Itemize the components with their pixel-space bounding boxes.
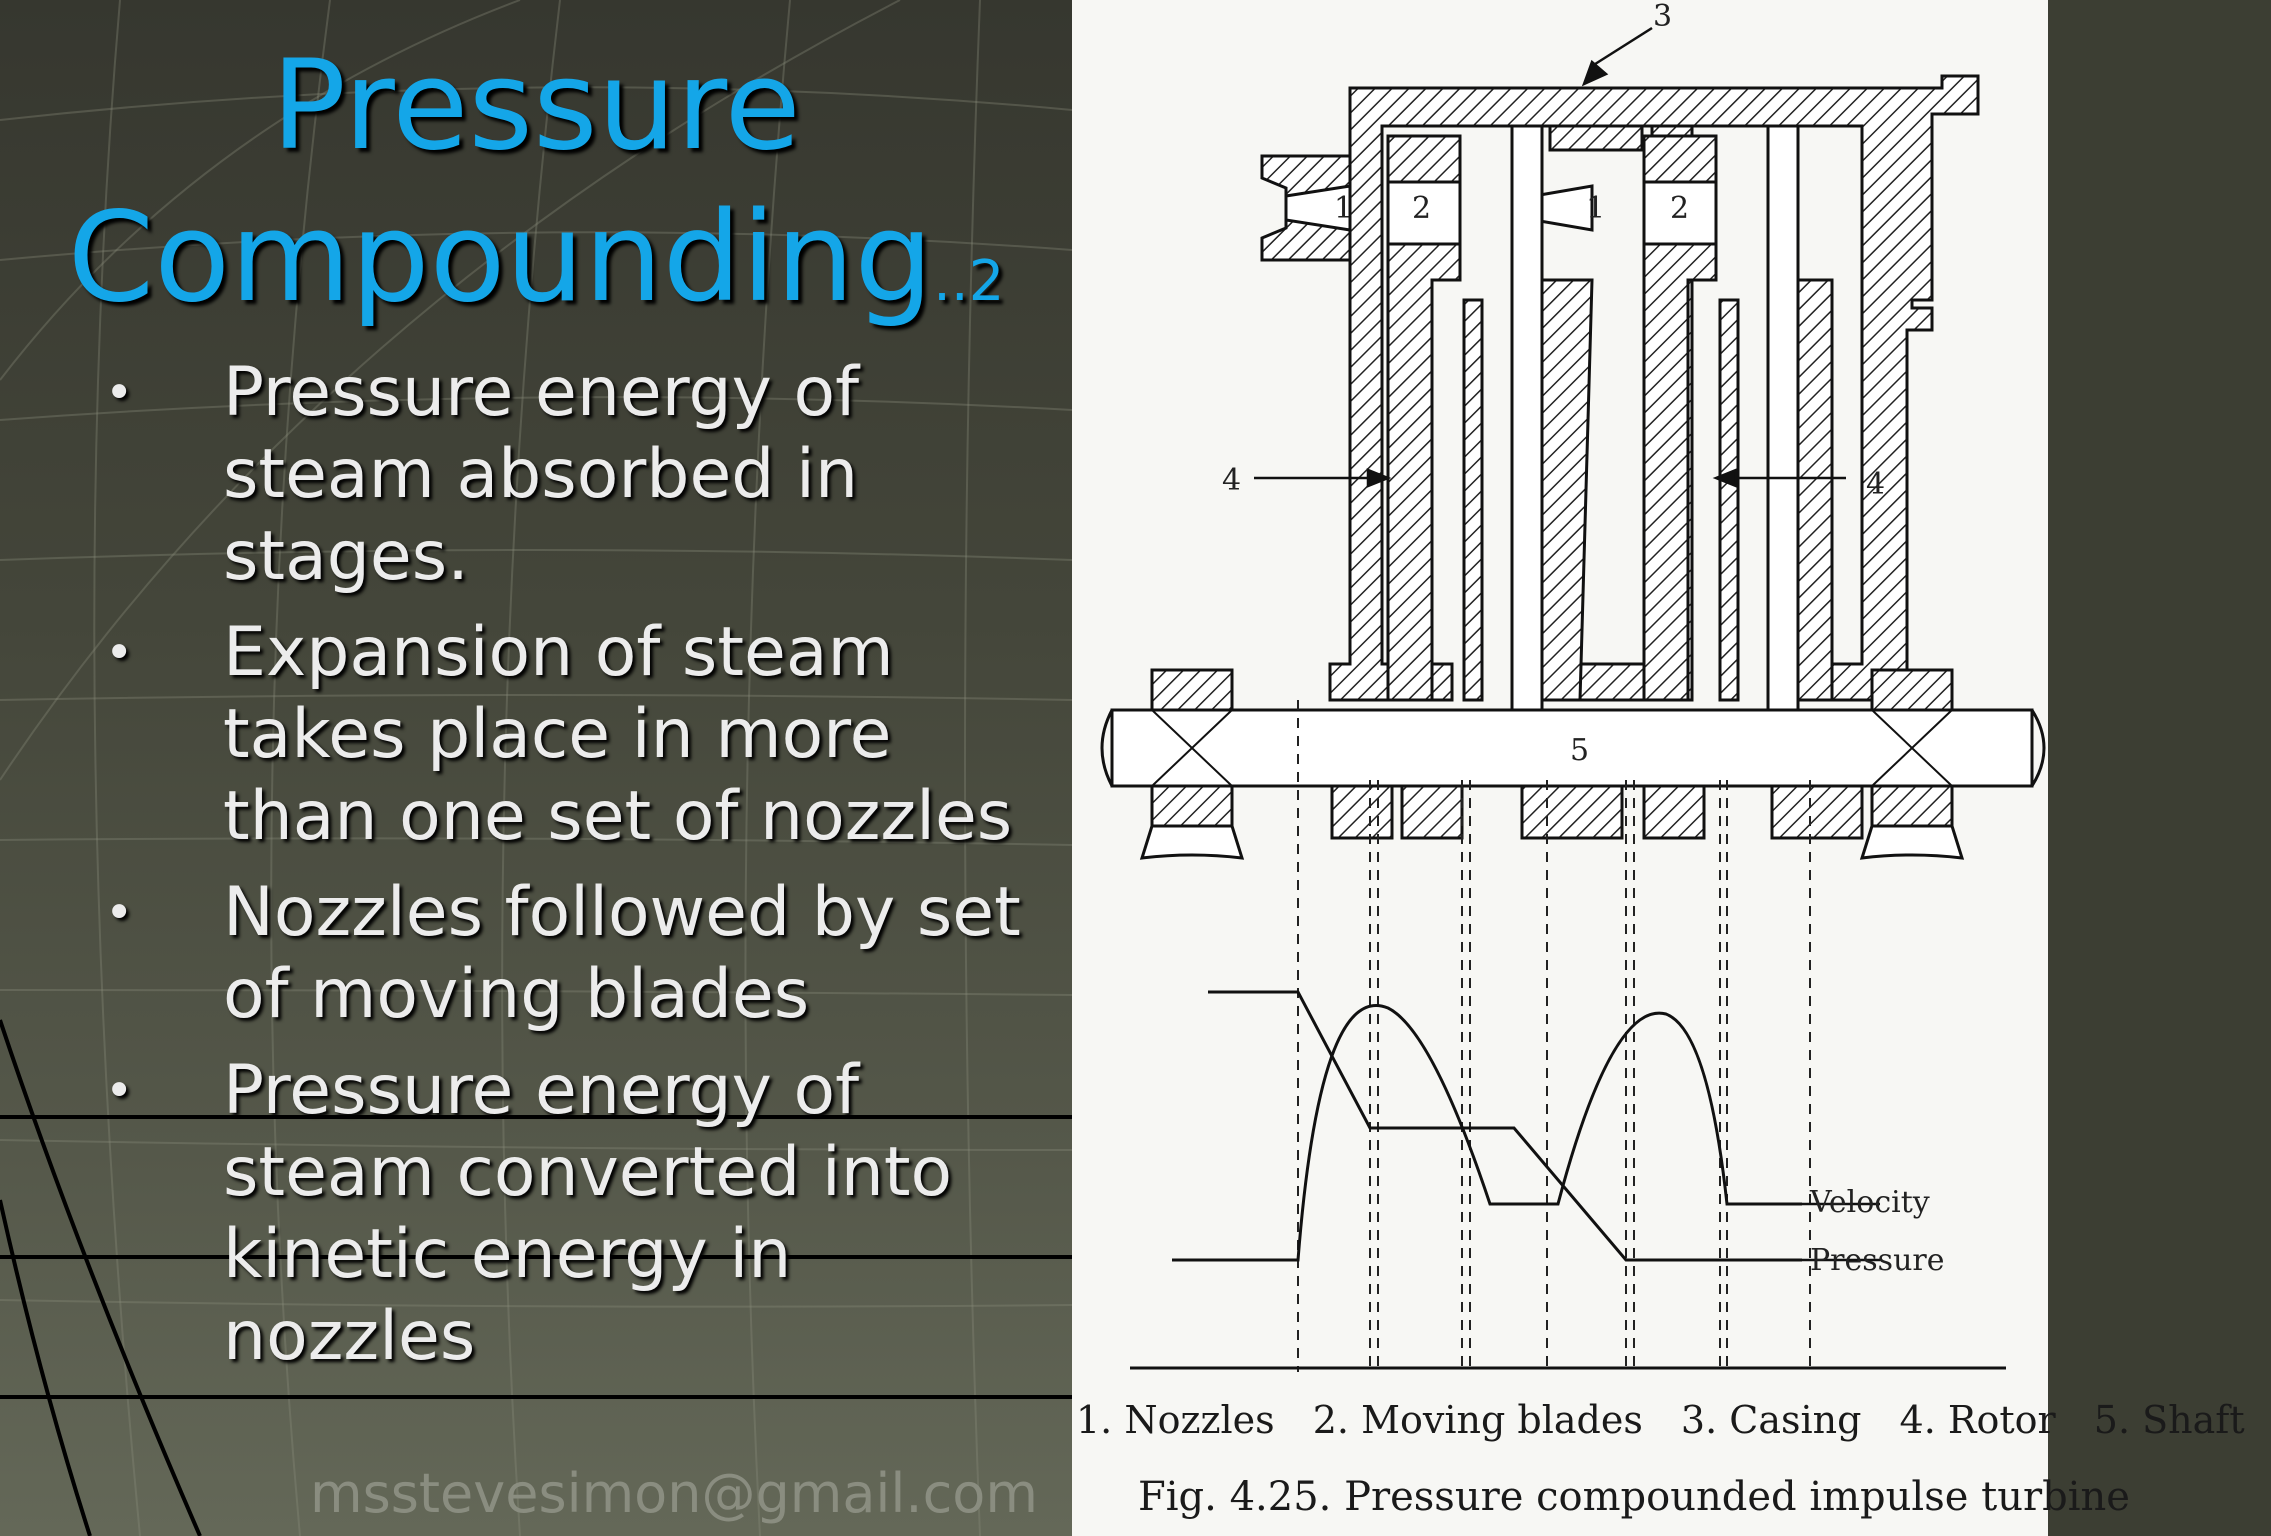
bullet-icon: •: [105, 1063, 134, 1119]
label-velocity: Velocity: [1810, 1185, 1930, 1220]
pressure-compounded-turbine-diagram: [1072, 0, 2048, 1536]
velocity-curve: [1172, 1005, 1802, 1260]
label-rotor-right: 4: [1866, 467, 1886, 502]
rotor-disc: [1388, 244, 1832, 700]
label-shaft: 5: [1570, 733, 1590, 768]
title-suffix: ..2: [933, 249, 1005, 314]
turbine-figure-panel: [1072, 0, 2245, 1536]
bullet-text: Pressure energy of steam absorbed in stages.: [223, 353, 860, 596]
legend-item: 2. Moving blades: [1312, 1398, 1643, 1442]
moving-blade-row: [1388, 136, 1716, 244]
bullet-item: [105, 612, 1065, 858]
bullet-item: [105, 872, 1065, 1036]
author-email-watermark: msstevesimon@gmail.com: [310, 1462, 1038, 1525]
figure-caption: Fig. 4.25. Pressure compounded impulse turbine: [1138, 1474, 2130, 1520]
slide-text-panel: [0, 0, 1072, 1536]
legend-item: 3. Casing: [1680, 1398, 1862, 1442]
bullet-icon: •: [105, 365, 134, 421]
label-casing: 3: [1653, 0, 1673, 34]
label-pressure: Pressure: [1810, 1243, 1945, 1278]
label-blade-2b: 2: [1670, 191, 1690, 226]
legend-item: 4. Rotor: [1899, 1398, 2056, 1442]
label-rotor-left: 4: [1222, 463, 1242, 498]
label-nozzle-1a: 1: [1334, 191, 1354, 226]
bullet-item: [105, 352, 1065, 598]
bullet-text: Pressure energy of steam converted into kinetic energy in nozzles: [223, 1051, 953, 1376]
bullet-text: Nozzles followed by set of moving blades: [223, 873, 1021, 1034]
bullet-list: [105, 352, 1065, 1392]
legend-item: 1. Nozzles: [1076, 1398, 1275, 1442]
bullet-icon: •: [105, 885, 134, 941]
bullet-item: [105, 1050, 1065, 1378]
title-line-1: Pressure: [271, 34, 801, 178]
label-blade-2a: 2: [1412, 191, 1432, 226]
figure-legend: [1076, 1398, 2271, 1442]
slide-title: [0, 30, 1072, 358]
title-line-2: Compounding: [67, 186, 934, 330]
label-nozzle-1b: 1: [1586, 191, 1606, 226]
bullet-text: Expansion of steam takes place in more than one set of nozzles: [223, 613, 1013, 856]
legend-item: 5. Shaft: [2093, 1398, 2245, 1442]
bullet-icon: •: [105, 625, 134, 681]
